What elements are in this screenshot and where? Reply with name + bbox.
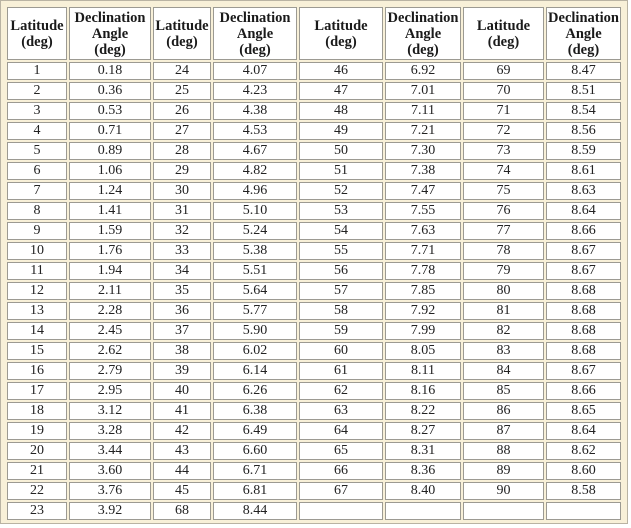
header-text: (deg) — [487, 33, 520, 50]
latitude-cell: 38 — [153, 342, 211, 360]
declination-cell: 8.68 — [546, 282, 621, 300]
latitude-cell: 40 — [153, 382, 211, 400]
declination-cell: 7.55 — [385, 202, 461, 220]
declination-cell: 7.47 — [385, 182, 461, 200]
latitude-cell: 8 — [7, 202, 67, 220]
latitude-cell: 48 — [299, 102, 383, 120]
declination-cell: 6.02 — [213, 342, 297, 360]
declination-cell: 6.38 — [213, 402, 297, 420]
latitude-cell: 84 — [463, 362, 544, 380]
declination-cell: 4.23 — [213, 82, 297, 100]
latitude-cell: 69 — [463, 62, 544, 80]
latitude-cell: 27 — [153, 122, 211, 140]
declination-cell: 5.90 — [213, 322, 297, 340]
latitude-cell: 4 — [7, 122, 67, 140]
declination-header — [213, 7, 297, 60]
table-row — [7, 262, 621, 280]
declination-cell: 8.68 — [546, 342, 621, 360]
latitude-cell: 39 — [153, 362, 211, 380]
latitude-cell: 86 — [463, 402, 544, 420]
header-text: Declination — [548, 9, 619, 26]
latitude-cell: 63 — [299, 402, 383, 420]
declination-cell: 6.92 — [385, 62, 461, 80]
latitude-cell: 88 — [463, 442, 544, 460]
header-text: (deg) — [21, 33, 53, 50]
latitude-cell: 34 — [153, 262, 211, 280]
declination-cell: 7.01 — [385, 82, 461, 100]
declination-cell: 1.41 — [69, 202, 151, 220]
declination-cell: 1.76 — [69, 242, 151, 260]
latitude-cell: 61 — [299, 362, 383, 380]
declination-cell: 8.11 — [385, 362, 461, 380]
table-row — [7, 362, 621, 380]
latitude-cell: 87 — [463, 422, 544, 440]
latitude-cell: 65 — [299, 442, 383, 460]
header-text: Angle — [565, 25, 602, 42]
table-row — [7, 462, 621, 480]
declination-cell: 1.59 — [69, 222, 151, 240]
declination-cell — [385, 502, 461, 520]
declination-cell: 8.51 — [546, 82, 621, 100]
header-text: Latitude — [155, 17, 209, 34]
latitude-cell: 55 — [299, 242, 383, 260]
declination-cell: 8.40 — [385, 482, 461, 500]
declination-cell: 6.81 — [213, 482, 297, 500]
declination-header — [69, 7, 151, 60]
header-text: Declination — [74, 9, 146, 26]
table-row — [7, 382, 621, 400]
latitude-cell: 13 — [7, 302, 67, 320]
declination-cell: 2.95 — [69, 382, 151, 400]
declination-cell: 8.64 — [546, 202, 621, 220]
declination-cell: 7.30 — [385, 142, 461, 160]
latitude-cell: 23 — [7, 502, 67, 520]
latitude-cell: 7 — [7, 182, 67, 200]
declination-cell: 8.47 — [546, 62, 621, 80]
declination-cell: 6.71 — [213, 462, 297, 480]
latitude-cell: 15 — [7, 342, 67, 360]
declination-cell: 5.10 — [213, 202, 297, 220]
latitude-cell: 17 — [7, 382, 67, 400]
latitude-cell: 5 — [7, 142, 67, 160]
latitude-cell: 16 — [7, 362, 67, 380]
declination-cell: 3.60 — [69, 462, 151, 480]
table-row — [7, 222, 621, 240]
latitude-cell: 90 — [463, 482, 544, 500]
latitude-cell — [299, 502, 383, 520]
declination-cell: 8.54 — [546, 102, 621, 120]
declination-cell: 8.27 — [385, 422, 461, 440]
latitude-cell: 72 — [463, 122, 544, 140]
declination-cell: 1.24 — [69, 182, 151, 200]
declination-cell: 1.06 — [69, 162, 151, 180]
latitude-cell: 80 — [463, 282, 544, 300]
latitude-cell: 12 — [7, 282, 67, 300]
declination-cell: 6.60 — [213, 442, 297, 460]
declination-cell: 7.78 — [385, 262, 461, 280]
table-row — [7, 82, 621, 100]
declination-cell: 2.45 — [69, 322, 151, 340]
declination-cell: 8.44 — [213, 502, 297, 520]
latitude-cell: 6 — [7, 162, 67, 180]
latitude-cell: 50 — [299, 142, 383, 160]
declination-cell: 8.68 — [546, 302, 621, 320]
declination-cell: 4.96 — [213, 182, 297, 200]
latitude-cell: 70 — [463, 82, 544, 100]
latitude-cell: 60 — [299, 342, 383, 360]
declination-cell: 7.38 — [385, 162, 461, 180]
table-row — [7, 202, 621, 220]
latitude-cell: 83 — [463, 342, 544, 360]
header-row — [7, 7, 621, 60]
header-text: Angle — [91, 25, 129, 42]
latitude-cell: 33 — [153, 242, 211, 260]
header-text: Declination — [387, 9, 459, 26]
declination-cell: 2.79 — [69, 362, 151, 380]
latitude-cell: 28 — [153, 142, 211, 160]
latitude-cell: 47 — [299, 82, 383, 100]
declination-cell: 7.85 — [385, 282, 461, 300]
latitude-cell: 19 — [7, 422, 67, 440]
table-row — [7, 302, 621, 320]
declination-cell: 0.36 — [69, 82, 151, 100]
header-text: (deg) — [239, 41, 271, 58]
latitude-cell: 45 — [153, 482, 211, 500]
declination-cell: 2.28 — [69, 302, 151, 320]
declination-cell: 0.18 — [69, 62, 151, 80]
latitude-cell: 36 — [153, 302, 211, 320]
table-body — [7, 62, 621, 520]
latitude-cell: 21 — [7, 462, 67, 480]
declination-cell: 8.22 — [385, 402, 461, 420]
header-text: (deg) — [407, 41, 439, 58]
table-row — [7, 102, 621, 120]
latitude-cell: 54 — [299, 222, 383, 240]
latitude-cell: 78 — [463, 242, 544, 260]
header-text: Latitude — [10, 17, 64, 34]
latitude-cell: 53 — [299, 202, 383, 220]
declination-cell: 1.94 — [69, 262, 151, 280]
declination-cell: 3.12 — [69, 402, 151, 420]
declination-cell: 7.21 — [385, 122, 461, 140]
declination-cell: 5.24 — [213, 222, 297, 240]
latitude-header — [463, 7, 544, 60]
latitude-cell: 26 — [153, 102, 211, 120]
latitude-cell: 74 — [463, 162, 544, 180]
declination-cell: 7.71 — [385, 242, 461, 260]
latitude-cell: 3 — [7, 102, 67, 120]
table-row — [7, 122, 621, 140]
declination-cell: 4.82 — [213, 162, 297, 180]
latitude-cell: 67 — [299, 482, 383, 500]
table-row — [7, 442, 621, 460]
latitude-cell: 24 — [153, 62, 211, 80]
latitude-cell: 29 — [153, 162, 211, 180]
declination-cell: 8.65 — [546, 402, 621, 420]
declination-cell: 5.64 — [213, 282, 297, 300]
latitude-cell: 59 — [299, 322, 383, 340]
latitude-cell: 85 — [463, 382, 544, 400]
latitude-cell: 76 — [463, 202, 544, 220]
latitude-cell: 25 — [153, 82, 211, 100]
declination-cell: 8.56 — [546, 122, 621, 140]
declination-cell: 4.67 — [213, 142, 297, 160]
latitude-cell: 66 — [299, 462, 383, 480]
latitude-cell: 71 — [463, 102, 544, 120]
latitude-cell: 31 — [153, 202, 211, 220]
declination-cell: 8.31 — [385, 442, 461, 460]
declination-cell: 8.67 — [546, 262, 621, 280]
declination-cell: 7.92 — [385, 302, 461, 320]
latitude-cell: 75 — [463, 182, 544, 200]
declination-cell: 3.76 — [69, 482, 151, 500]
table-row — [7, 322, 621, 340]
latitude-cell: 9 — [7, 222, 67, 240]
declination-cell: 0.89 — [69, 142, 151, 160]
declination-cell: 8.68 — [546, 322, 621, 340]
table-row — [7, 142, 621, 160]
declination-header — [546, 7, 621, 60]
declination-cell: 7.99 — [385, 322, 461, 340]
declination-cell: 3.44 — [69, 442, 151, 460]
latitude-cell: 10 — [7, 242, 67, 260]
declination-cell: 8.59 — [546, 142, 621, 160]
latitude-cell: 68 — [153, 502, 211, 520]
declination-cell: 8.16 — [385, 382, 461, 400]
declination-cell: 3.28 — [69, 422, 151, 440]
declination-cell: 8.66 — [546, 222, 621, 240]
table-row — [7, 482, 621, 500]
declination-cell: 2.62 — [69, 342, 151, 360]
declination-cell: 0.53 — [69, 102, 151, 120]
declination-cell: 8.61 — [546, 162, 621, 180]
latitude-cell: 82 — [463, 322, 544, 340]
latitude-cell: 79 — [463, 262, 544, 280]
header-text: Latitude — [314, 17, 368, 34]
declination-cell: 5.77 — [213, 302, 297, 320]
header-text: (deg) — [567, 41, 600, 58]
latitude-header — [153, 7, 211, 60]
declination-cell: 8.63 — [546, 182, 621, 200]
declination-cell: 6.14 — [213, 362, 297, 380]
declination-cell: 6.49 — [213, 422, 297, 440]
latitude-cell: 37 — [153, 322, 211, 340]
header-text: (deg) — [94, 41, 126, 58]
declination-cell: 2.11 — [69, 282, 151, 300]
declination-cell: 3.92 — [69, 502, 151, 520]
declination-cell: 8.66 — [546, 382, 621, 400]
declination-cell: 4.53 — [213, 122, 297, 140]
latitude-cell: 11 — [7, 262, 67, 280]
declination-cell: 8.62 — [546, 442, 621, 460]
latitude-cell: 22 — [7, 482, 67, 500]
latitude-cell: 58 — [299, 302, 383, 320]
header-text: Angle — [404, 25, 442, 42]
declination-cell: 7.11 — [385, 102, 461, 120]
declination-cell: 4.07 — [213, 62, 297, 80]
latitude-cell: 14 — [7, 322, 67, 340]
declination-cell: 8.58 — [546, 482, 621, 500]
table-row — [7, 342, 621, 360]
latitude-cell: 32 — [153, 222, 211, 240]
declination-cell: 5.51 — [213, 262, 297, 280]
latitude-cell: 57 — [299, 282, 383, 300]
declination-cell: 8.67 — [546, 362, 621, 380]
declination-table — [5, 5, 623, 522]
latitude-cell: 42 — [153, 422, 211, 440]
declination-cell: 8.60 — [546, 462, 621, 480]
declination-cell: 5.38 — [213, 242, 297, 260]
declination-cell — [546, 502, 621, 520]
table-row — [7, 402, 621, 420]
latitude-header — [299, 7, 383, 60]
latitude-cell: 62 — [299, 382, 383, 400]
latitude-cell: 41 — [153, 402, 211, 420]
table-row — [7, 242, 621, 260]
latitude-header — [7, 7, 67, 60]
table-row — [7, 162, 621, 180]
table-row — [7, 422, 621, 440]
latitude-cell: 20 — [7, 442, 67, 460]
latitude-cell: 51 — [299, 162, 383, 180]
latitude-cell: 81 — [463, 302, 544, 320]
declination-cell: 0.71 — [69, 122, 151, 140]
latitude-cell: 64 — [299, 422, 383, 440]
table-row — [7, 282, 621, 300]
header-text: (deg) — [325, 33, 357, 50]
header-text: (deg) — [166, 33, 198, 50]
latitude-cell: 49 — [299, 122, 383, 140]
latitude-cell: 89 — [463, 462, 544, 480]
latitude-cell: 43 — [153, 442, 211, 460]
latitude-cell: 44 — [153, 462, 211, 480]
latitude-cell: 56 — [299, 262, 383, 280]
declination-cell: 7.63 — [385, 222, 461, 240]
latitude-cell: 18 — [7, 402, 67, 420]
latitude-cell — [463, 502, 544, 520]
latitude-cell: 52 — [299, 182, 383, 200]
latitude-cell: 30 — [153, 182, 211, 200]
latitude-cell: 46 — [299, 62, 383, 80]
declination-cell: 8.36 — [385, 462, 461, 480]
declination-cell: 8.64 — [546, 422, 621, 440]
header-text: Angle — [236, 25, 274, 42]
latitude-cell: 35 — [153, 282, 211, 300]
latitude-cell: 77 — [463, 222, 544, 240]
header-text: Latitude — [476, 17, 531, 34]
declination-cell: 8.05 — [385, 342, 461, 360]
declination-cell: 4.38 — [213, 102, 297, 120]
table-row — [7, 502, 621, 520]
latitude-cell: 73 — [463, 142, 544, 160]
table-row — [7, 182, 621, 200]
declination-cell: 8.67 — [546, 242, 621, 260]
table-row — [7, 62, 621, 80]
declination-cell: 6.26 — [213, 382, 297, 400]
header-text: Declination — [219, 9, 291, 26]
declination-header — [385, 7, 461, 60]
latitude-cell: 1 — [7, 62, 67, 80]
latitude-cell: 2 — [7, 82, 67, 100]
